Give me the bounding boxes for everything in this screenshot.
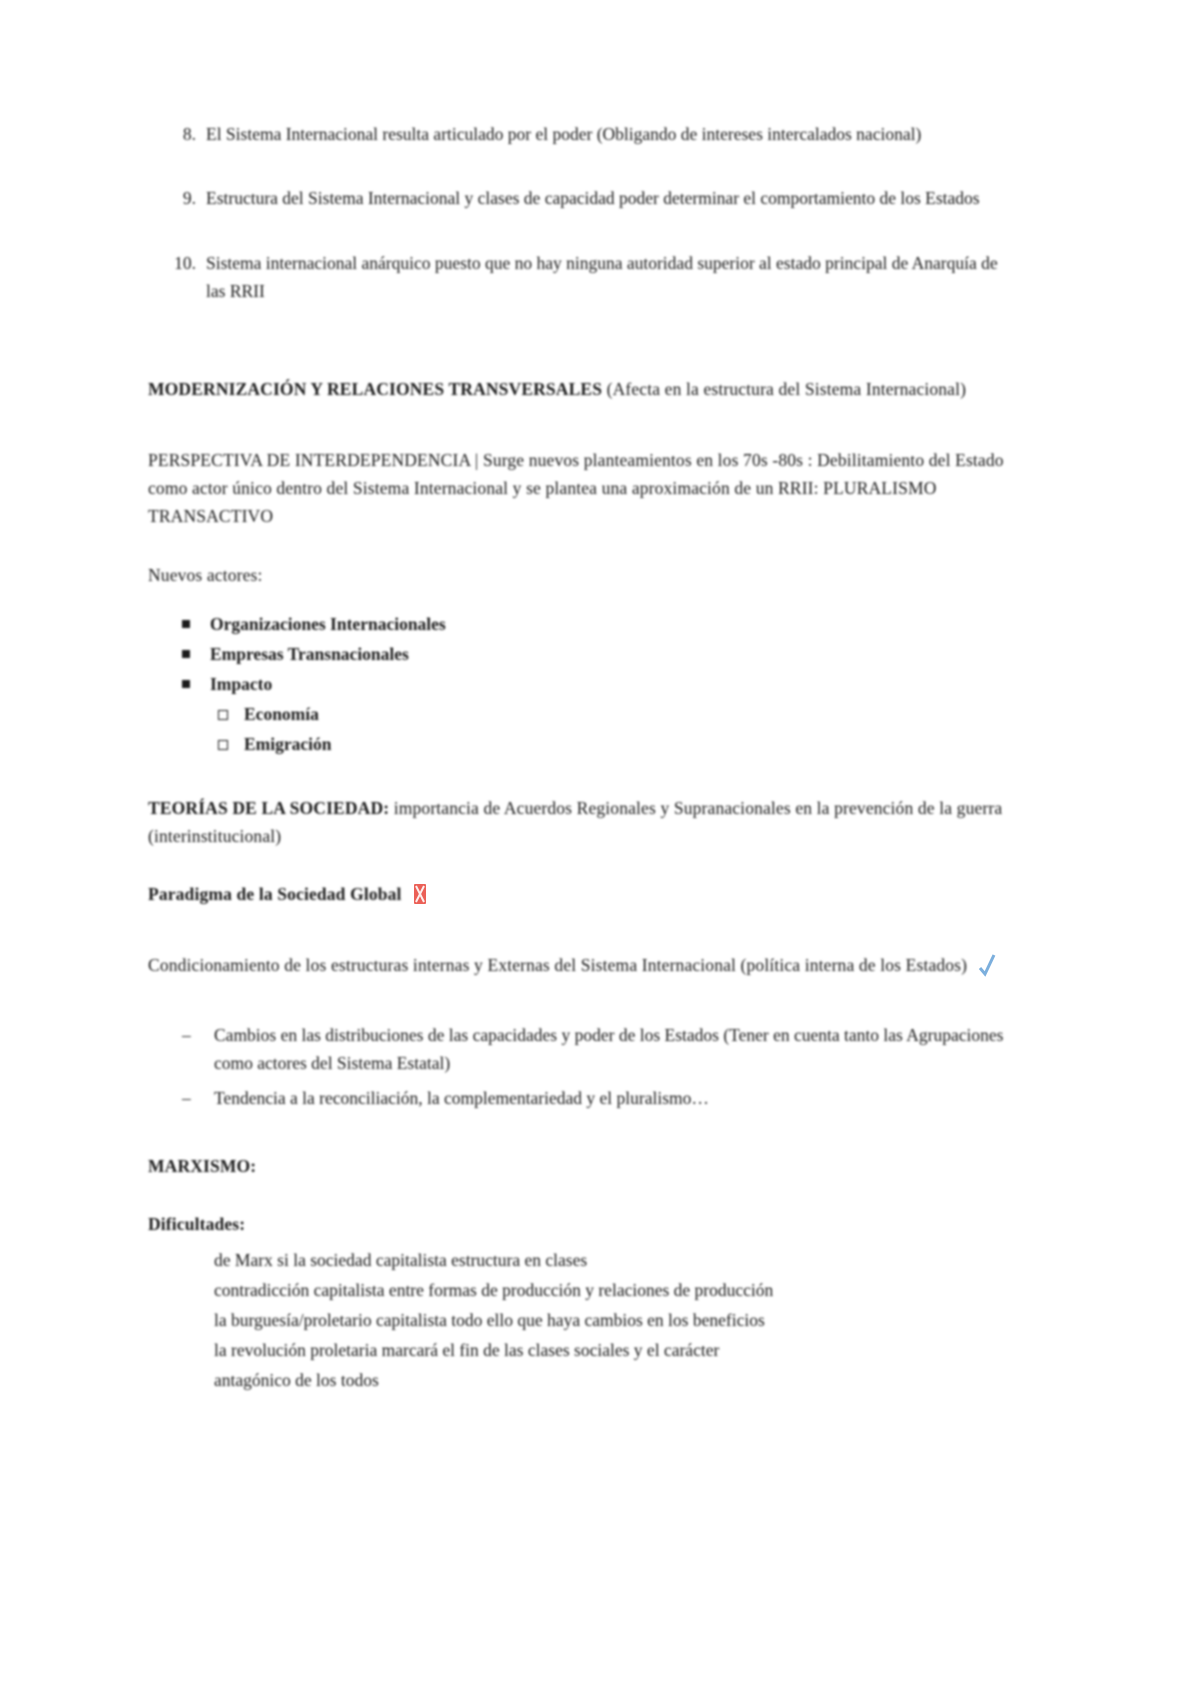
section-heading-marxismo xyxy=(148,1152,1008,1180)
teorias-heading: TEORÍAS DE LA SOCIEDAD: xyxy=(148,797,390,818)
list-item xyxy=(176,639,1008,669)
label-nuevos-actores: Nuevos actores: xyxy=(148,564,263,585)
highlight-red-icon xyxy=(412,883,428,905)
list-item-text: Tendencia a la reconciliación, la complementariedad y el pluralismo… xyxy=(214,1087,709,1108)
section-heading-modernizacion xyxy=(148,375,1008,403)
list-item xyxy=(148,249,1008,306)
list-item-text: El Sistema Internacional resulta articulado por el poder (Obligando de intereses intercalados nacional) xyxy=(206,124,922,144)
list-item xyxy=(174,1084,1008,1112)
list-item xyxy=(176,609,1008,639)
list-item-text: Cambios en las distribuciones de las capacidades y poder de los Estados (Tener en cuenta tanto las Agrupaciones como actores del Sistema Estatal) xyxy=(214,1024,1004,1074)
paragraph-paradigma-sociedad-global xyxy=(148,880,1008,908)
cambios-list xyxy=(148,1021,1008,1112)
condicionamiento-text: Condicionamiento de los estructuras internas y Externas del Sistema Internacional (política interna de los Estados) xyxy=(148,954,968,975)
list-item xyxy=(148,120,1008,148)
list-item xyxy=(176,669,1008,699)
dificultades-line: la burguesía/proletario capitalista todo ello que haya cambios en los beneficios xyxy=(214,1309,765,1330)
dificultades-heading-text: Dificultades: xyxy=(148,1214,246,1235)
list-item-text: Sistema internacional anárquico puesto que no hay ninguna autoridad superior al estado principal de Anarquía de las RRII xyxy=(206,252,998,302)
list-item-label: Empresas Transnacionales xyxy=(210,644,409,665)
dificultades-line: antagónico de los todos xyxy=(214,1370,379,1391)
marxismo-heading-text: MARXISMO: xyxy=(148,1155,257,1176)
section-heading-modernizacion-rest: (Afecta en la estructura del Sistema Internacional) xyxy=(602,379,967,400)
paragraph-perspectiva-interdependencia: PERSPECTIVA DE INTERDEPENDENCIA | Surge nuevos planteamientos en los 70s -80s : Debilitamiento del Estado como actor único dentro del Sistema Internacional y se plantea una aproximación de un RRII: PLURALISMO TRANSACTIVO xyxy=(148,449,1004,527)
highlight-blue-check-icon xyxy=(978,953,996,977)
paradigma-text: Paradigma de la Sociedad Global xyxy=(148,884,402,905)
list-item-label: Emigración xyxy=(244,734,332,755)
dificultades-line: la revolución proletaria marcará el fin de las clases sociales y el carácter xyxy=(214,1339,720,1360)
numbered-list xyxy=(148,120,1008,305)
list-item-number: 8. xyxy=(182,124,196,144)
list-item-label: Impacto xyxy=(210,674,273,695)
actores-list xyxy=(148,609,1008,699)
paragraph-teorias-sociedad xyxy=(148,794,1008,851)
subheading-dificultades xyxy=(148,1210,1008,1238)
paragraph-condicionamiento xyxy=(148,951,1008,979)
teorias-rest: importancia de Acuerdos Regionales y Supranacionales en la prevención de la guerra (interinstitucional) xyxy=(148,797,1003,846)
list-item-number: 10. xyxy=(174,252,196,273)
list-item-number: 9. xyxy=(182,188,196,209)
list-item xyxy=(148,184,1008,212)
list-item xyxy=(210,699,1008,729)
list-item xyxy=(210,729,1008,759)
document-body xyxy=(148,120,1008,1395)
section-heading-modernizacion-bold: MODERNIZACIÓN Y RELACIONES TRANSVERSALES xyxy=(148,379,603,400)
dificultades-line: de Marx si la sociedad capitalista estructura en clases xyxy=(214,1249,588,1270)
list-item-label: Economía xyxy=(244,704,319,725)
list-item-text: Estructura del Sistema Internacional y clases de capacidad poder determinar el comportamiento de los Estados xyxy=(206,188,980,209)
list-item-label: Organizaciones Internacionales xyxy=(210,614,446,635)
list-item xyxy=(174,1021,1008,1078)
actores-sublist xyxy=(148,699,1008,759)
dificultades-text-block xyxy=(214,1245,1008,1395)
dificultades-line: contradicción capitalista entre formas de producción y relaciones de producción xyxy=(214,1279,774,1300)
